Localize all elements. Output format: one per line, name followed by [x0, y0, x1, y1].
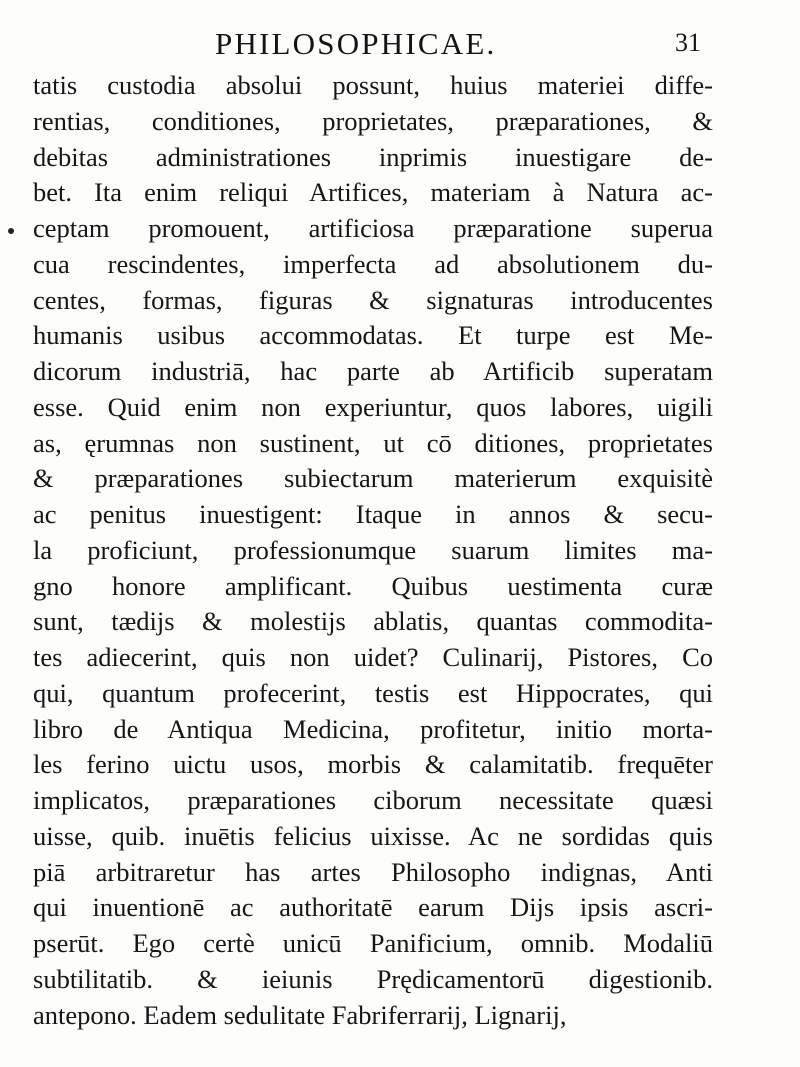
- text-line: pserūt. Ego certè unicū Panificium, omnib. Modaliū: [33, 928, 713, 958]
- text-line: as, ęrumnas non sustinent, ut cō ditiones, proprietates: [33, 427, 713, 458]
- text-line: la proficiunt, professionumque suarum limites ma-: [33, 534, 713, 565]
- text-line: implicatos, præparationes ciborum necessitate quæsi: [33, 785, 713, 815]
- running-head: PHILOSOPHICAE.: [215, 26, 497, 61]
- text-line: qui, quantum profecerint, testis est Hippocrates, qui: [33, 677, 713, 708]
- text-line: libro de Antiqua Medicina, profitetur, initio morta-: [33, 713, 713, 744]
- text-line: cua rescindentes, imperfecta ad absolutionem du-: [33, 248, 713, 279]
- text-line: bet. Ita enim reliqui Artifices, materiam à Natura ac-: [33, 177, 713, 208]
- text-line: debitas administrationes inprimis inuestigare de-: [33, 141, 713, 172]
- text-line: tes adiecerint, quis non uidet? Culinarij, Pistores, Co: [33, 642, 713, 672]
- text-line: tatis custodia absolui possunt, huius materiei diffe-: [33, 70, 713, 100]
- text-line: rentias, conditiones, proprietates, præparationes, &: [33, 105, 713, 136]
- text-line: antepono. Eadem sedulitate Fabriferrarij, Lignarij,: [33, 999, 567, 1030]
- text-line: ac penitus inuestigent: Itaque in annos & secu-: [33, 499, 713, 529]
- page-header: [0, 22, 800, 66]
- text-line: centes, formas, figuras & signaturas introducentes: [33, 284, 713, 315]
- text-line: uisse, quib. inuētis felicius uixisse. Ac ne sordidas quis: [33, 820, 713, 851]
- text-line: subtilitatib. & ieiunis Prędicamentorū digestionib.: [33, 963, 713, 994]
- text-line: les ferino uictu usos, morbis & calamitatib. frequēter: [33, 749, 713, 780]
- text-line: sunt, tædijs & molestijs ablatis, quantas commodita-: [33, 606, 713, 637]
- text-line: piā arbitraretur has artes Philosopho indignas, Anti: [33, 856, 713, 887]
- text-line: esse. Quid enim non experiuntur, quos labores, uigili: [33, 391, 713, 422]
- body-text: [33, 68, 713, 1033]
- text-line: & præparationes subiectarum materierum exquisitè: [33, 463, 713, 494]
- text-line: humanis usibus accommodatas. Et turpe est Me-: [33, 320, 713, 351]
- text-line: ceptam promouent, artificiosa præparatione superua: [33, 213, 713, 243]
- margin-ink-dot: [8, 228, 14, 234]
- page-number: 31: [675, 28, 701, 57]
- text-line: dicorum industriā, hac parte ab Artificib superatam: [33, 356, 713, 386]
- text-line: qui inuentionē ac authoritatē earum Dijs ipsis ascri-: [33, 892, 713, 923]
- text-line: gno honore amplificant. Quibus uestimenta curæ: [33, 570, 713, 601]
